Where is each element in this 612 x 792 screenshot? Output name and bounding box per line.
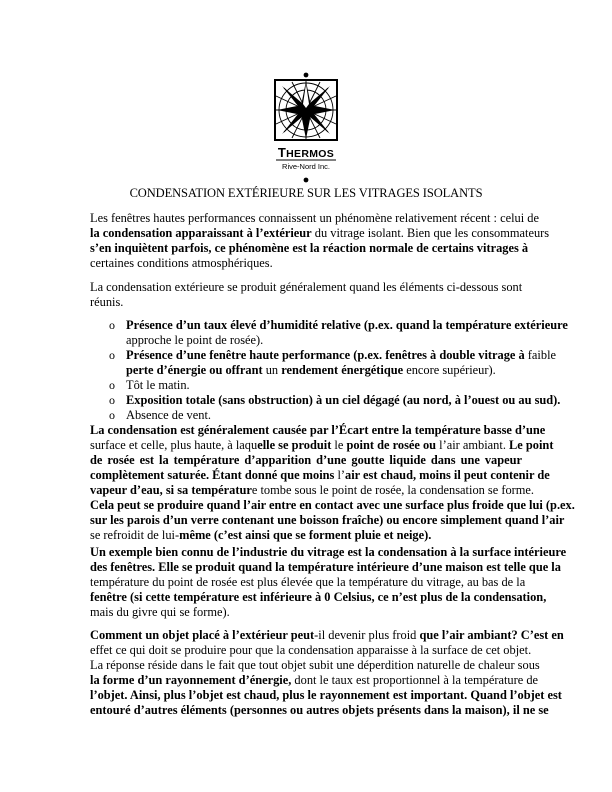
text-line — [90, 703, 549, 718]
radiation-paragraph — [90, 628, 564, 718]
bullet-circle-icon: o — [109, 318, 115, 332]
bold-text: La condensation est généralement causée par l’Écart entre la température basse d’une — [90, 423, 546, 437]
list-item — [90, 378, 522, 393]
text-line — [90, 256, 522, 271]
text-line — [90, 226, 550, 241]
text: dont le taux est proportionnel à la température de — [291, 673, 539, 687]
bold-text: vapeur d’eau, si sa températur — [90, 483, 252, 497]
bold-text: perte d’énergie ou offrant — [126, 363, 263, 377]
text: La condensation extérieure se produit généralement quand les éléments ci-dessous sont — [90, 280, 523, 294]
logo-brand-initial: T — [277, 145, 287, 160]
text: Les fenêtres hautes performances connaissent un phénomène relativement récent : celui de — [90, 211, 539, 225]
bold-text: point de rosée ou — [346, 438, 437, 452]
text-line — [90, 643, 532, 658]
text-line — [90, 211, 539, 226]
bold-text: elle se produit — [257, 438, 332, 452]
bold-text: la condensation apparaissant à l’extérieur — [90, 226, 312, 240]
text: Absence de vent. — [126, 408, 211, 422]
list-item — [90, 408, 522, 423]
interior-condensation-paragraph — [90, 545, 567, 620]
text-line — [90, 513, 565, 528]
text-line — [90, 658, 540, 673]
text: réunis. — [90, 295, 124, 309]
text: La réponse réside dans le fait que tout objet subit une déperdition naturelle de chaleur sous — [90, 658, 540, 672]
text-line — [90, 628, 564, 643]
text-line — [90, 241, 529, 256]
text-line — [126, 318, 568, 333]
list-item — [90, 393, 561, 408]
bold-text: Présence d’une fenêtre haute performance (p.ex. fenêtres à double vitrage à — [126, 348, 525, 362]
list-item — [90, 348, 557, 378]
conditions-intro-paragraph — [90, 280, 522, 310]
bold-text: que l’air ambiant? C’est en — [419, 628, 564, 642]
text: un — [262, 363, 282, 377]
bold-text: fenêtre (si cette température est inférieure à 0 Celsius, ce n’est plus de la condensation, — [90, 590, 547, 604]
company-logo — [262, 68, 350, 186]
bold-text: rendement énergétique — [281, 363, 404, 377]
text-line — [90, 560, 561, 575]
bold-text: Cela peut se produire quand l’air entre en contact avec une surface plus froide que lui (p.ex. — [90, 498, 575, 512]
text: Tôt le matin. — [126, 378, 190, 392]
text: le — [331, 438, 347, 452]
bold-text: même (c’est ainsi que se forment pluie et neige). — [179, 528, 432, 542]
list-item — [90, 318, 568, 348]
text: faible — [524, 348, 557, 362]
text: surface et celle, plus haute, à laqu — [90, 438, 258, 452]
text: du vitrage isolant. Bien que les consommateurs — [311, 226, 550, 240]
text-line — [126, 378, 522, 393]
text-line — [90, 590, 547, 605]
intro-paragraph — [90, 211, 550, 271]
cause-paragraph — [90, 423, 575, 543]
bold-text: Présence d’un taux élevé d’humidité relative (p.ex. quand la température extérieure — [126, 318, 568, 332]
text: approche le point de rosée). — [126, 333, 264, 347]
text-line — [90, 575, 526, 590]
text-line — [90, 688, 562, 703]
text-line — [90, 438, 554, 453]
bold-text: air est chaud, moins il peut contenir de — [345, 468, 550, 482]
bold-text: des fenêtres. — [90, 560, 156, 574]
text-line — [90, 498, 575, 513]
bold-text: sur les parois d’un verre contenant une boisson fraîche) ou encore simplement quand l’air — [90, 513, 565, 527]
text-line — [126, 333, 522, 348]
document-title: CONDENSATION EXTÉRIEURE SUR LES VITRAGES ISOLANTS — [129, 186, 483, 200]
text-line — [90, 528, 522, 543]
bold-text: s’en inquiètent parfois, ce phénomène est la réaction normale de certains vitrages à — [90, 241, 529, 255]
bullet-circle-icon: o — [109, 408, 115, 422]
conditions-list — [90, 318, 568, 423]
logo-brand-name — [262, 145, 350, 160]
text-line — [126, 363, 522, 378]
logo-brand-rest: HERMOS — [286, 148, 335, 160]
text-line — [90, 483, 535, 498]
bullet-circle-icon: o — [109, 393, 115, 407]
text: se refroidit de lui- — [90, 528, 180, 542]
bold-text: entouré d’autres éléments (personnes ou autres objets présents dans la maison), il ne se — [90, 703, 549, 717]
text: certaines conditions atmosphériques. — [90, 256, 273, 270]
text-line — [90, 423, 546, 438]
text: mais du givre qui se forme). — [90, 605, 230, 619]
text-line — [90, 295, 522, 310]
bold-text: Un exemple bien connu de l’industrie du vitrage est la condensation à la surface intérieure — [90, 545, 567, 559]
text-line — [126, 408, 522, 423]
text-line — [90, 605, 522, 620]
bold-text: Comment un objet placé à l’extérieur peut — [90, 628, 315, 642]
text-line — [90, 545, 567, 560]
text-line — [90, 468, 550, 483]
bold-text: de rosée est la température d’apparition d’une goutte liquide dans une vapeur — [90, 453, 522, 467]
bold-text: Elle se produit quand la température intérieure d’une maison est telle que la — [155, 560, 561, 574]
text: encore supérieur). — [403, 363, 496, 377]
bold-text: l’objet. Ainsi, plus l’objet est chaud, plus le rayonnement est important. Quand l’objet est — [90, 688, 562, 702]
logo-subtitle: Rive-Nord Inc. — [282, 162, 330, 171]
text: e tombe sous le point de rosée, la condensation se forme. — [251, 483, 535, 497]
bold-text: la forme d’un rayonnement d’énergie, — [90, 673, 292, 687]
text-line — [90, 673, 539, 688]
text-line — [126, 393, 561, 408]
bold-text: Exposition totale (sans obstruction) à un ciel dégagé (au nord, à l’ouest ou au sud). — [126, 393, 561, 407]
text: l’air ambiant. — [436, 438, 510, 452]
text: -il devenir plus froid — [314, 628, 420, 642]
text: l’ — [334, 468, 346, 482]
bullet-circle-icon: o — [109, 348, 115, 362]
text-line — [126, 348, 557, 363]
text-line — [90, 453, 522, 468]
bullet-circle-icon: o — [109, 378, 115, 392]
bold-text: complètement saturée. Étant donné que moins — [90, 468, 335, 482]
text: effet ce qui doit se produire pour que la condensation apparaisse à la surface de cet objet. — [90, 643, 532, 657]
text-line — [90, 280, 522, 295]
text: température du point de rosée est plus élevée que la température du vitrage, au bas de la — [90, 575, 526, 589]
bold-text: Le point — [509, 438, 554, 452]
